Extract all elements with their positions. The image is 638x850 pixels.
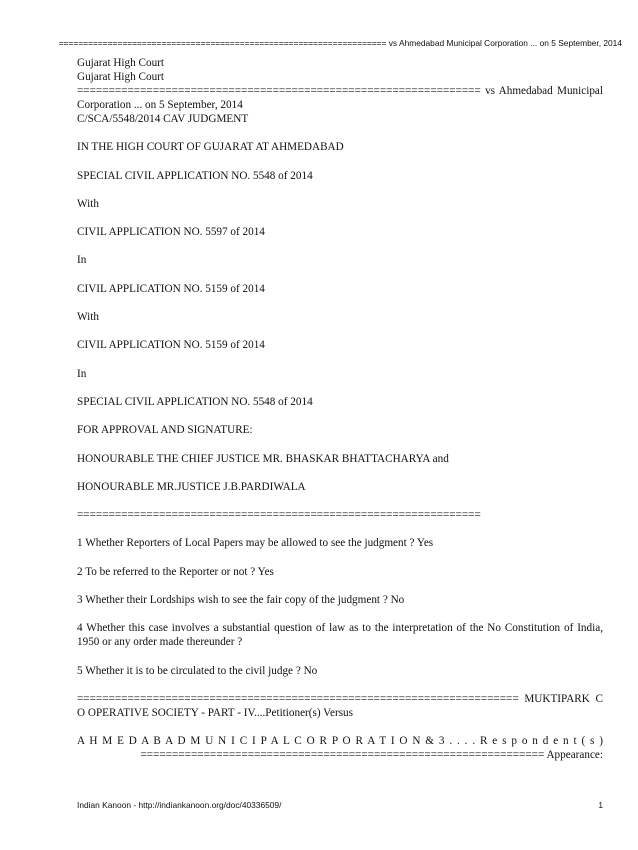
court-name-line: Gujarat High Court [77,71,164,83]
page-footer [77,800,603,810]
court-name-line: Gujarat High Court [77,57,164,69]
parties-line: ====================================================================== MUKTIPARK CO OPERATIVE SOCIETY - PART - IV....Petitioner(s) Versus [77,692,603,719]
page-number: 1 [598,800,603,810]
respondent-line: A H M E D A B A D M U N I C I P A L C O R P O R A T I O N & 3 . . . . R e s p o n d e n t ( s ) [77,735,603,748]
document-title: ================================================================ vs Ahmedabad Municipal Corporation ... on 5 September, 2014 [77,85,603,111]
question-item: 3 Whether their Lordships wish to see the fair copy of the judgment ? No [77,594,405,607]
approval-heading: FOR APPROVAL AND SIGNATURE: [77,424,253,437]
document-body [77,56,603,762]
connector-text: With [77,197,99,210]
source-link[interactable]: Indian Kanoon - http://indiankanoon.org/doc/40336509/ [77,800,282,810]
connector-text: With [77,311,99,324]
judge-name: HONOURABLE MR.JUSTICE J.B.PARDIWALA [77,480,306,493]
question-item: 4 Whether this case involves a substantial question of law as to the interpretation of the No Constitution of India, 1950 or any order made thereunder ? [77,622,603,649]
appearance-line: ================================================================ Appearance: [140,749,603,762]
question-item: 5 Whether it is to be circulated to the civil judge ? No [77,664,318,677]
page-header: =================================================================== vs Ahmedabad Municipal Corporation ... on 5 September, 2014 [58,38,622,48]
application-heading: SPECIAL CIVIL APPLICATION NO. 5548 of 2014 [77,395,313,408]
question-item: 2 To be referred to the Reporter or not ? Yes [77,565,274,578]
judge-name: HONOURABLE THE CHIEF JUSTICE MR. BHASKAR BHATTACHARYA and [77,452,449,465]
case-reference: C/SCA/5548/2014 CAV JUDGMENT [77,113,249,125]
separator-line: ================================================================ [77,509,481,522]
court-heading: IN THE HIGH COURT OF GUJARAT AT AHMEDABAD [77,141,344,154]
application-heading: CIVIL APPLICATION NO. 5159 of 2014 [77,339,265,352]
application-heading: CIVIL APPLICATION NO. 5597 of 2014 [77,226,265,239]
connector-text: In [77,254,87,267]
question-item: 1 Whether Reporters of Local Papers may be allowed to see the judgment ? Yes [77,537,434,550]
application-heading: SPECIAL CIVIL APPLICATION NO. 5548 of 2014 [77,169,313,182]
application-heading: CIVIL APPLICATION NO. 5159 of 2014 [77,282,265,295]
connector-text: In [77,367,87,380]
